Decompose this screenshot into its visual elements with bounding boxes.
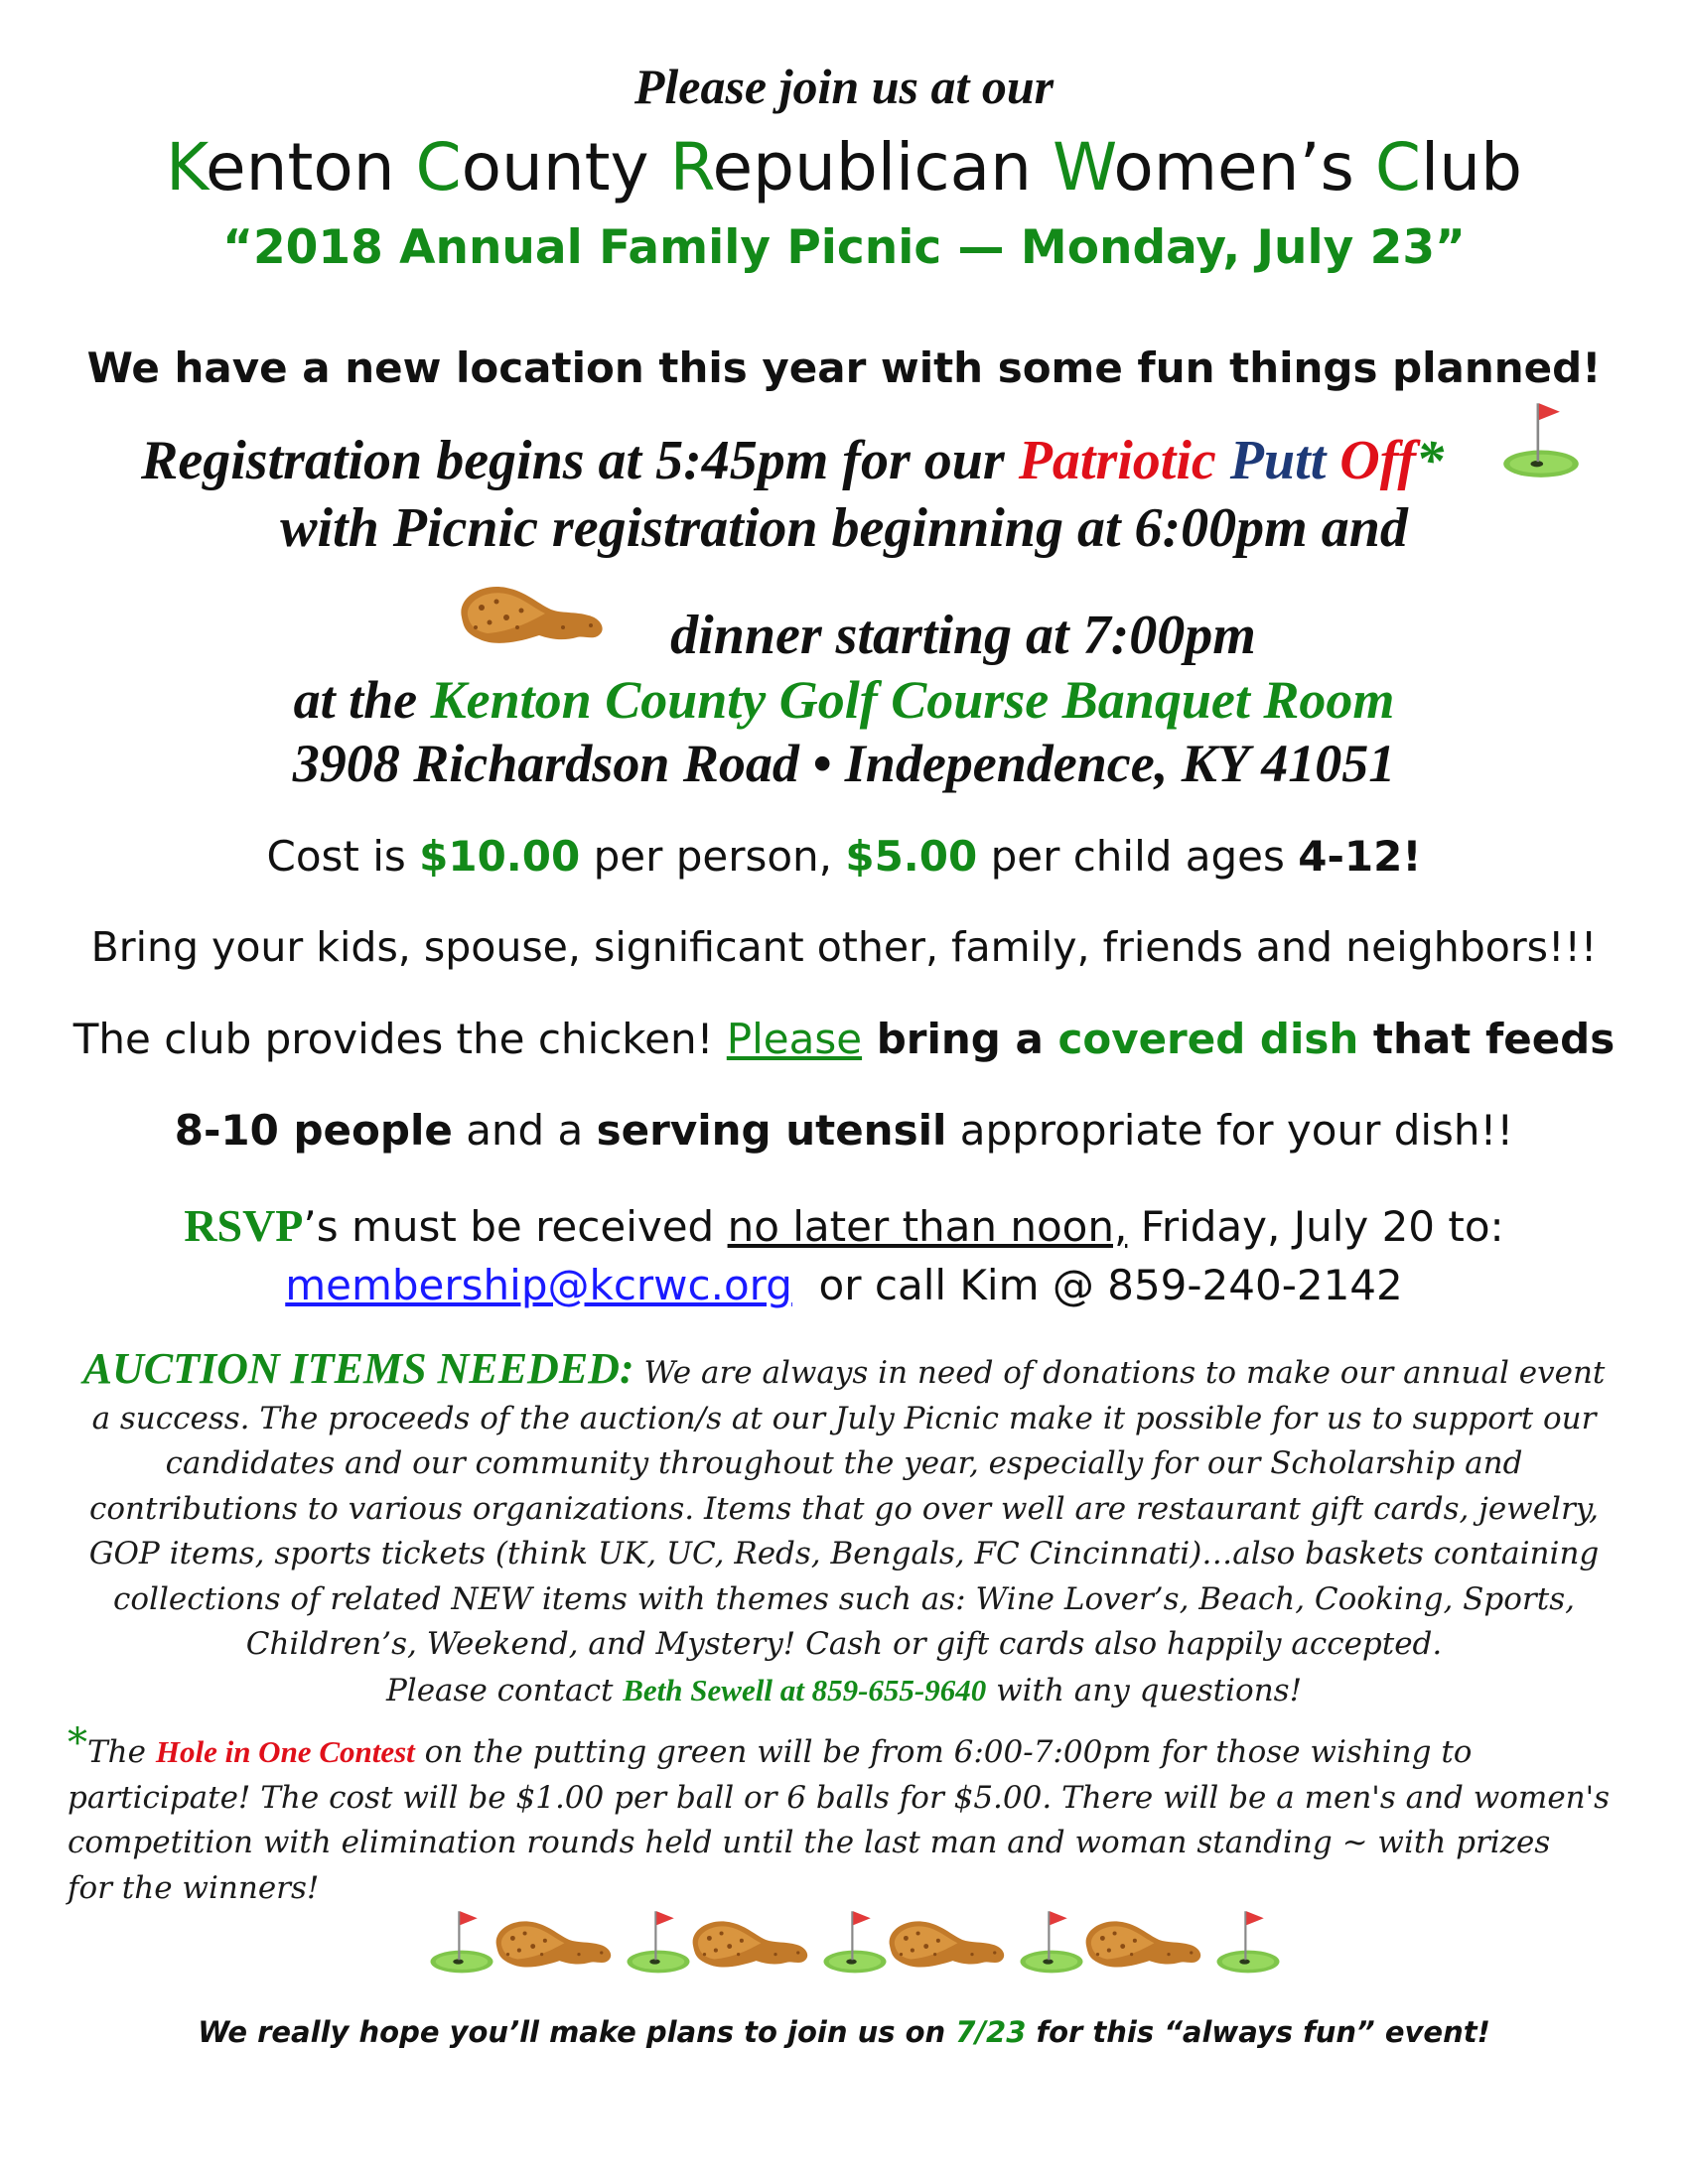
cost-line: Cost is $10.00 per person, $5.00 per child ages 4-12!	[266, 832, 1422, 881]
dish-line-1: The club provides the chicken! Please bring a covered dish that feeds	[72, 1015, 1616, 1063]
putt-word-off: Off	[1339, 430, 1416, 491]
picnic-registration-line: with Picnic registration beginning at 6:00pm and	[280, 497, 1408, 559]
venue-name: Kenton County Golf Course Banquet Room	[430, 670, 1395, 730]
dish-line-2: 8-10 people and a serving utensil appropriate for your dish!!	[174, 1106, 1514, 1155]
bring-line: Bring your kids, spouse, significant other, family, friends and neighbors!!!	[90, 923, 1598, 971]
golf-green-flag-icon	[624, 1906, 693, 1976]
rsvp-line: RSVP’s must be received no later than noon, Friday, July 20 to:	[184, 1200, 1504, 1251]
intro-line: We have a new location this year with some fun things planned!	[86, 343, 1602, 392]
venue-line: at the Kenton County Golf Course Banquet Room	[293, 670, 1395, 730]
decorative-icon-row	[0, 1896, 1688, 1976]
fried-chicken-drumstick-icon	[882, 1914, 1011, 1979]
club-name	[0, 129, 1688, 205]
golf-green-flag-icon	[820, 1906, 890, 1976]
contest-line: competition with elimination rounds held until the last man and woman standing ~ with prizes	[68, 1825, 1551, 1860]
hole-in-one-contest: Hole in One Contest	[155, 1734, 415, 1769]
fried-chicken-drumstick-icon	[1078, 1914, 1207, 1979]
club-name-part: Republican	[669, 129, 1053, 205]
serving-utensil: serving utensil	[596, 1106, 947, 1155]
auction-line: contributions to various organizations. Items that go over well are restaurant gift cards, jewelry,	[88, 1490, 1600, 1527]
club-name-part: County	[415, 129, 670, 205]
auction-contact-line: Please contact Beth Sewell at 859-655-9640 with any questions!	[385, 1672, 1303, 1708]
golf-green-flag-icon	[427, 1906, 496, 1976]
golf-green-flag-icon	[1017, 1906, 1086, 1976]
contest-line: participate! The cost will be $1.00 per ball or 6 balls for $5.00. There will be a men's and women's	[68, 1779, 1611, 1816]
adult-price: $10.00	[419, 832, 581, 881]
closing-line: We really hope you’ll make plans to join us on 7/23 for this “always fun” event!	[198, 2015, 1490, 2049]
child-ages: 4-12!	[1298, 832, 1422, 881]
covered-dish: covered dish	[1057, 1015, 1359, 1063]
putt-word-patriotic: Patriotic	[1018, 430, 1216, 491]
putt-word-putt: Putt	[1229, 430, 1327, 491]
club-name-part: Women’s	[1052, 129, 1375, 205]
event-title: “2018 Annual Family Picnic — Monday, July 23”	[222, 220, 1466, 275]
auction-heading: AUCTION ITEMS NEEDED:	[82, 1344, 634, 1393]
child-price: $5.00	[845, 832, 978, 881]
auction-line: candidates and our community throughout the year, especially for our Scholarship and	[165, 1445, 1523, 1481]
contest-paragraph	[68, 1720, 1636, 1911]
golf-green-flag-icon	[1499, 397, 1583, 480]
contest-asterisk: *	[68, 1720, 87, 1766]
fried-chicken-drumstick-icon	[685, 1914, 814, 1979]
dinner-line: dinner starting at 7:00pm	[670, 605, 1256, 666]
people-count: 8-10 people	[174, 1106, 453, 1155]
address-line: 3908 Richardson Road • Independence, KY 41051	[292, 734, 1396, 793]
auction-line: a success. The proceeds of the auction/s at our July Picnic make it possible for us to support our	[91, 1400, 1597, 1436]
rsvp-deadline: no later than noon,	[727, 1202, 1128, 1251]
contest-first-line: *The Hole in One Contest on the putting green will be from 6:00-7:00pm for those wishing to	[68, 1720, 1473, 1770]
membership-email-link[interactable]: membership@kcrwc.org	[285, 1261, 792, 1309]
rsvp-contact-line	[0, 1261, 1688, 1309]
invite-heading: Please join us at our	[633, 59, 1055, 114]
auction-paragraph	[60, 1346, 1628, 1713]
auction-contact-name: Beth Sewell at 859-655-9640	[623, 1672, 987, 1707]
club-name-part: Club	[1374, 129, 1522, 205]
call-kim-text: or call Kim @ 859-240-2142	[791, 1261, 1403, 1309]
closing-date: 7/23	[955, 2015, 1027, 2049]
please-emphasis: Please	[726, 1015, 863, 1063]
contest-line: for the winners!	[68, 1869, 320, 1906]
registration-line: Registration begins at 5:45pm for our Patriotic Putt Off*	[141, 430, 1444, 491]
golf-green-flag-icon	[1213, 1906, 1283, 1976]
club-name-part: Kenton	[166, 129, 416, 205]
auction-first-line: AUCTION ITEMS NEEDED: We are always in need of donations to make our annual event	[82, 1344, 1606, 1393]
auction-line: Children’s, Weekend, and Mystery! Cash or gift cards also happily accepted.	[245, 1626, 1443, 1662]
fried-chicken-drumstick-icon	[489, 1914, 618, 1979]
auction-line: GOP items, sports tickets (think UK, UC, Reds, Bengals, FC Cincinnati)…also baskets containing	[88, 1536, 1600, 1571]
rsvp-label: RSVP	[184, 1200, 304, 1251]
auction-line: collections of related NEW items with themes such as: Wine Lover’s, Beach, Cooking, Sports,	[113, 1580, 1575, 1617]
